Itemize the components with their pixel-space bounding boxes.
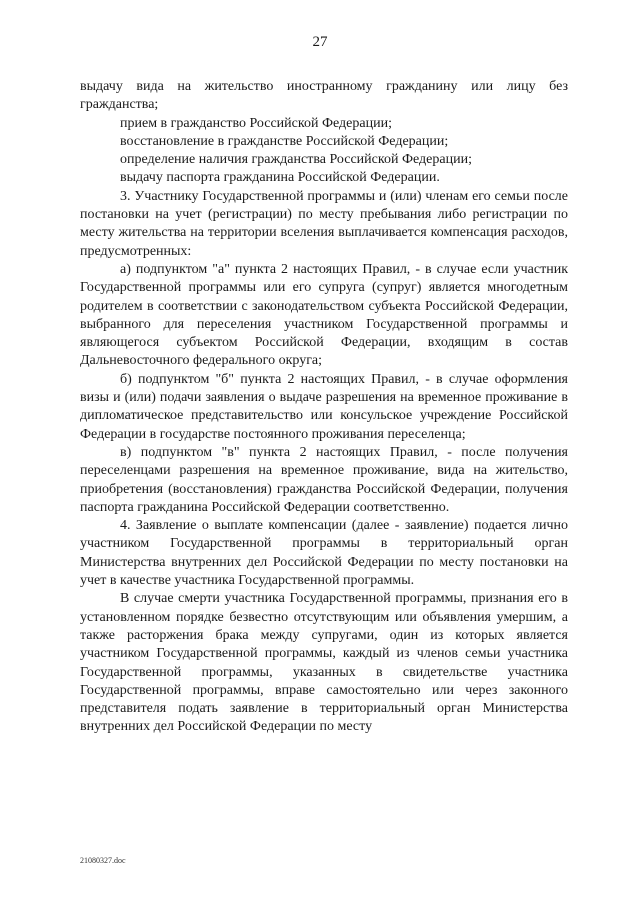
paragraph: в) подпунктом "в" пункта 2 настоящих Правил, - после получения переселенцами разрешения на временное проживание, вида на жительство, приобретения (восстановления) гражданства Российской Федерации, получения паспорта гражданина Российской Федерации соответственно. — [80, 444, 568, 515]
paragraph: выдачу паспорта гражданина Российской Федерации. — [120, 170, 440, 186]
page-number: 27 — [312, 34, 328, 50]
paragraph: определение наличия гражданства Российской Федерации; — [120, 152, 472, 168]
paragraph: 4. Заявление о выплате компенсации (далее - заявление) подается лично участником Государственной программы в территориальный орган Министерства внутренних дел Российской Федерации по месту постановки на учет в качестве участника Государственной программы. — [80, 518, 568, 589]
paragraph: прием в гражданство Российской Федерации; — [120, 115, 392, 131]
paragraph: выдачу вида на жительство иностранному гражданину или лицу без гражданства; — [80, 79, 568, 113]
document-file-code: 21080327.doc — [80, 856, 126, 865]
paragraph: В случае смерти участника Государственной программы, признания его в установленном порядке безвестно отсутствующим или объявления умершим, а также расторжения брака между супругами, один из которых является участником Государственной программы, каждый из членов семьи участника Государственной программы, указанных в свидетельстве участника Государственной программы, вправе самостоятельно или через законного представителя подать заявление в территориальный орган Министерства внутренних дел Российской Федерации по месту — [80, 591, 568, 735]
document-body — [80, 78, 568, 737]
paragraph: б) подпунктом "б" пункта 2 настоящих Правил, - в случае оформления визы и (или) подачи заявления о выдаче разрешения на временное проживание в дипломатическое представительство или консульское учреждение Российской Федерации в государстве постоянного проживания переселенца; — [80, 371, 568, 442]
paragraph: 3. Участнику Государственной программы и (или) членам его семьи после постановки на учет (регистрации) по месту пребывания либо регистрации по месту жительства на территории вселения выплачивается компенсация расходов, предусмотренных: — [80, 188, 568, 259]
paragraph: восстановление в гражданстве Российской Федерации; — [120, 133, 449, 149]
paragraph: а) подпунктом "а" пункта 2 настоящих Правил, - в случае если участник Государственной программы или его супруга (супруг) является многодетным родителем в соответствии с законодательством субъекта Российской Федерации, выбранного для переселения участником Государственной программы и являющегося субъектом Российской Федерации, входящим в состав Дальневосточного федерального округа; — [80, 261, 568, 369]
